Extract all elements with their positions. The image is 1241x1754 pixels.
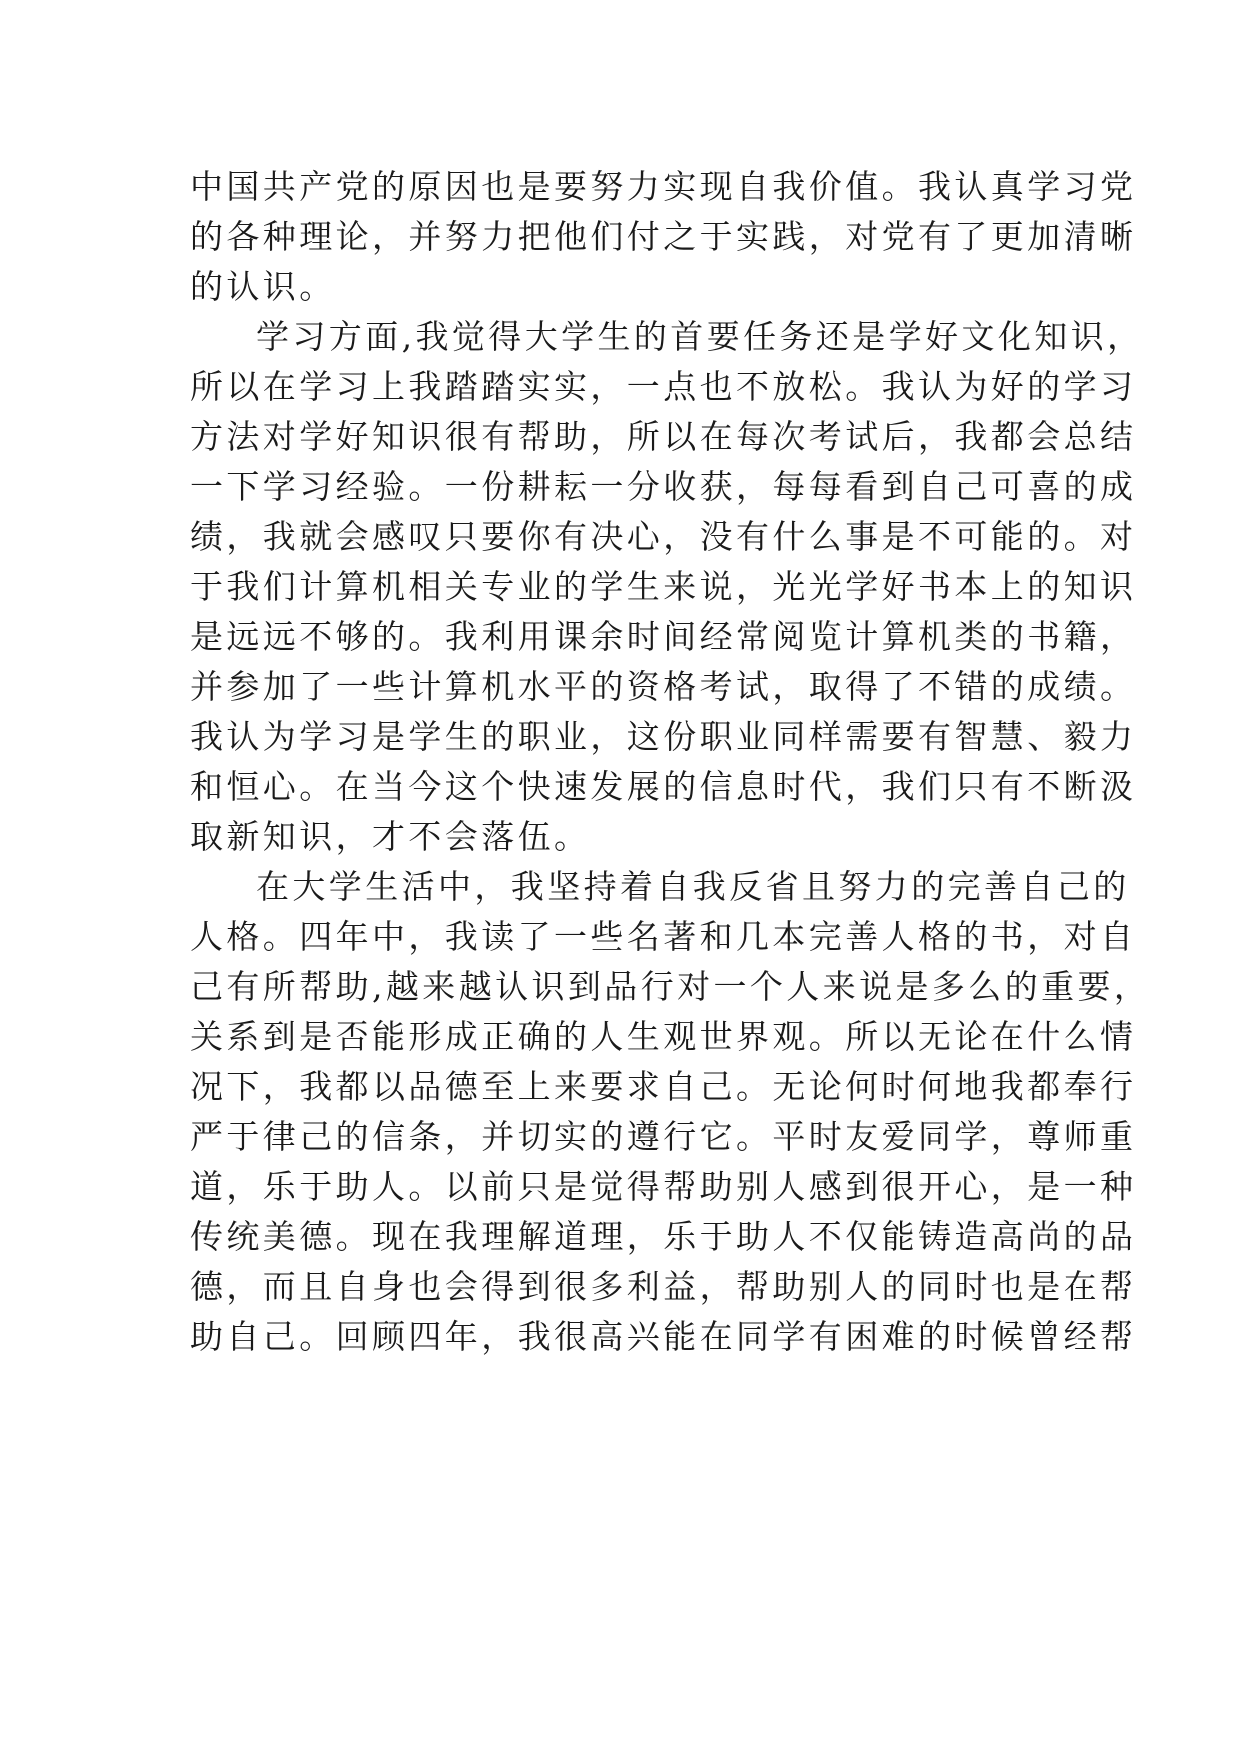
text-line: 和恒心。在当今这个快速发展的信息时代，我们只有不断汲: [190, 767, 1137, 806]
paragraph-2: [190, 312, 1144, 862]
text-line: 取新知识，才不会落伍。: [190, 817, 591, 856]
text-line: 绩，我就会感叹只要你有决心，没有什么事是不可能的。对: [190, 517, 1137, 556]
text-line: 关系到是否能形成正确的人生观世界观。所以无论在什么情: [190, 1017, 1137, 1056]
text-line: 助自己。回顾四年，我很高兴能在同学有困难的时候曾经帮: [190, 1317, 1137, 1356]
paragraph-3: [190, 862, 1151, 1362]
text-line: 方法对学好知识很有帮助，所以在每次考试后，我都会总结: [190, 417, 1137, 456]
text-line: 是远远不够的。我利用课余时间经常阅览计算机类的书籍，: [190, 617, 1137, 656]
text-line: 并参加了一些计算机水平的资格考试，取得了不错的成绩。: [190, 667, 1137, 706]
text-line: 人格。四年中，我读了一些名著和几本完善人格的书，对自: [190, 917, 1137, 956]
text-line: 于我们计算机相关专业的学生来说，光光学好书本上的知识: [190, 567, 1137, 606]
text-line: 德，而且自身也会得到很多利益，帮助别人的同时也是在帮: [190, 1267, 1137, 1306]
text-line: 学习方面,我觉得大学生的首要任务还是学好文化知识，: [256, 317, 1144, 356]
text-line: 况下，我都以品德至上来要求自己。无论何时何地我都奉行: [190, 1067, 1137, 1106]
text-line: 道，乐于助人。以前只是觉得帮助别人感到很开心，是一种: [190, 1167, 1137, 1206]
paragraph-1: [190, 162, 1137, 312]
text-line: 中国共产党的原因也是要努力实现自我价值。我认真学习党: [190, 167, 1137, 206]
text-line: 我认为学习是学生的职业，这份职业同样需要有智慧、毅力: [190, 717, 1137, 756]
text-line: 己有所帮助,越来越认识到品行对一个人来说是多么的重要，: [190, 967, 1151, 1006]
text-line: 传统美德。现在我理解道理，乐于助人不仅能铸造高尚的品: [190, 1217, 1137, 1256]
text-line: 所以在学习上我踏踏实实，一点也不放松。我认为好的学习: [190, 367, 1137, 406]
text-line: 严于律己的信条，并切实的遵行它。平时友爱同学，尊师重: [190, 1117, 1137, 1156]
text-line: 的认识。: [190, 267, 336, 306]
text-line: 在大学生活中，我坚持着自我反省且努力的完善自己的: [256, 867, 1130, 906]
document-body: [190, 162, 1151, 1362]
text-line: 的各种理论，并努力把他们付之于实践，对党有了更加清晰: [190, 217, 1137, 256]
text-line: 一下学习经验。一份耕耘一分收获，每每看到自己可喜的成: [190, 467, 1137, 506]
